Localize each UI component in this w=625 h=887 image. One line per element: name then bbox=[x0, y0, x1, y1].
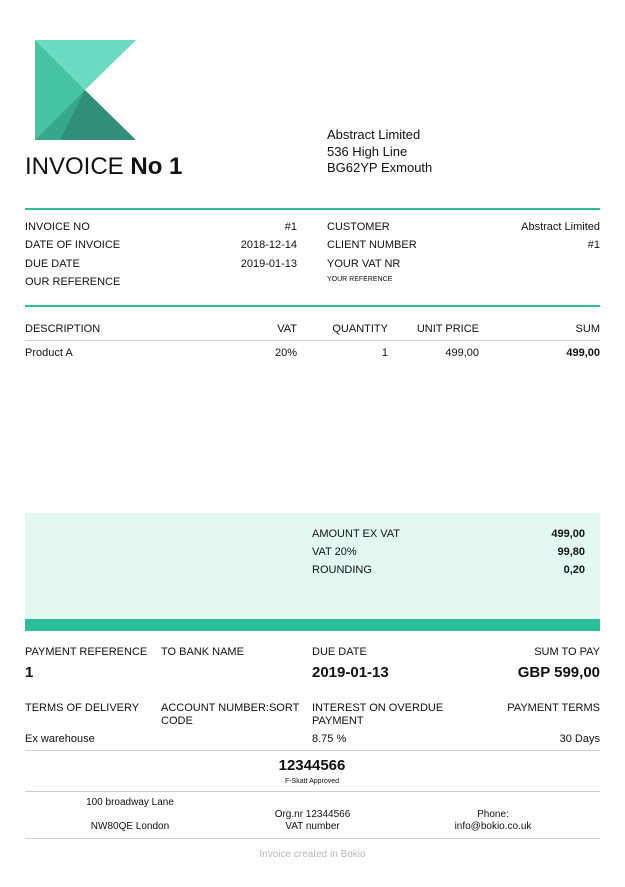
sum-to-pay-value: GBP 599,00 bbox=[517, 664, 600, 681]
your-reference-label: YOUR REFERENCE bbox=[327, 276, 393, 283]
amount-ex-vat-label: AMOUNT EX VAT bbox=[312, 528, 401, 540]
invoice-title-prefix: INVOICE bbox=[25, 153, 124, 180]
sender-name: Abstract Limited bbox=[327, 127, 421, 142]
payment-due-value: 2019-01-13 bbox=[312, 664, 389, 681]
footer-org-line1: Org.nr 12344566 bbox=[274, 809, 351, 820]
col-sum: SUM bbox=[575, 323, 600, 335]
client-number-value: #1 bbox=[587, 239, 600, 251]
footer-divider bbox=[25, 838, 600, 839]
info-divider bbox=[25, 305, 600, 307]
account-number-label: ACCOUNT NUMBER:SORT CODE bbox=[161, 702, 300, 727]
vat-total-label: VAT 20% bbox=[312, 546, 357, 558]
terms-delivery-label: TERMS OF DELIVERY bbox=[25, 702, 140, 714]
interest-value: 8.75 % bbox=[312, 733, 347, 745]
header-divider bbox=[25, 208, 600, 210]
footer-address-line2: NW80QE London bbox=[90, 821, 170, 832]
due-date-value: 2019-01-13 bbox=[240, 258, 297, 270]
invoice-date-value: 2018-12-14 bbox=[240, 239, 297, 251]
customer-label: CUSTOMER bbox=[327, 221, 390, 233]
invoice-date-label: DATE OF INVOICE bbox=[25, 239, 121, 251]
payment-terms-label: PAYMENT TERMS bbox=[507, 702, 600, 714]
col-vat: VAT bbox=[277, 323, 297, 335]
invoice-title-number: No 1 bbox=[130, 153, 183, 180]
terms-divider bbox=[25, 750, 600, 751]
sender-address bbox=[327, 127, 432, 177]
invoice-no-label: INVOICE NO bbox=[25, 221, 90, 233]
payment-terms-value: 30 Days bbox=[559, 733, 600, 745]
fskatt-number: 12344566 bbox=[278, 757, 346, 774]
row-sum: 499,00 bbox=[566, 347, 600, 359]
fskatt-divider bbox=[25, 791, 600, 792]
vat-total-value: 99,80 bbox=[557, 546, 585, 558]
created-by-note: Invoice created in Bokio bbox=[259, 849, 366, 860]
client-number-label: CLIENT NUMBER bbox=[327, 239, 417, 251]
invoice-title bbox=[25, 153, 182, 181]
row-vat: 20% bbox=[274, 347, 297, 359]
our-reference-label: OUR REFERENCE bbox=[25, 276, 121, 288]
sum-to-pay-label: SUM TO PAY bbox=[534, 646, 600, 658]
payment-reference-label: PAYMENT REFERENCE bbox=[25, 646, 148, 658]
footer-org-line2: VAT number bbox=[285, 821, 340, 832]
customer-value: Abstract Limited bbox=[521, 221, 600, 233]
footer-phone-label: Phone: bbox=[477, 809, 509, 820]
sender-street: 536 High Line bbox=[327, 143, 408, 159]
accent-bar bbox=[25, 619, 600, 631]
row-unit-price: 499,00 bbox=[445, 347, 479, 359]
payment-due-label: DUE DATE bbox=[312, 646, 367, 658]
payment-reference-value: 1 bbox=[25, 664, 34, 681]
col-unit-price: UNIT PRICE bbox=[416, 323, 479, 335]
vat-nr-label: YOUR VAT NR bbox=[327, 258, 401, 270]
amount-ex-vat-value: 499,00 bbox=[551, 528, 585, 540]
sender-city: BG62YP Exmouth bbox=[327, 160, 433, 175]
rounding-value: 0,20 bbox=[563, 564, 585, 576]
company-logo bbox=[35, 40, 136, 140]
row-description: Product A bbox=[25, 347, 73, 359]
row-quantity: 1 bbox=[381, 347, 388, 359]
col-description: DESCRIPTION bbox=[25, 323, 101, 335]
footer-email[interactable]: info@bokio.co.uk bbox=[454, 821, 532, 832]
col-quantity: QUANTITY bbox=[332, 323, 388, 335]
invoice-no-value: #1 bbox=[284, 221, 297, 233]
table-header-divider bbox=[25, 340, 600, 341]
interest-label: INTEREST ON OVERDUE PAYMENT bbox=[312, 702, 444, 727]
bank-name-label: TO BANK NAME bbox=[161, 646, 244, 658]
footer-address-line1: 100 broadway Lane bbox=[86, 797, 174, 808]
fskatt-label: F-Skatt Approved bbox=[284, 778, 340, 785]
terms-delivery-value: Ex warehouse bbox=[25, 733, 95, 745]
due-date-label: DUE DATE bbox=[25, 258, 80, 270]
rounding-label: ROUNDING bbox=[312, 564, 372, 576]
